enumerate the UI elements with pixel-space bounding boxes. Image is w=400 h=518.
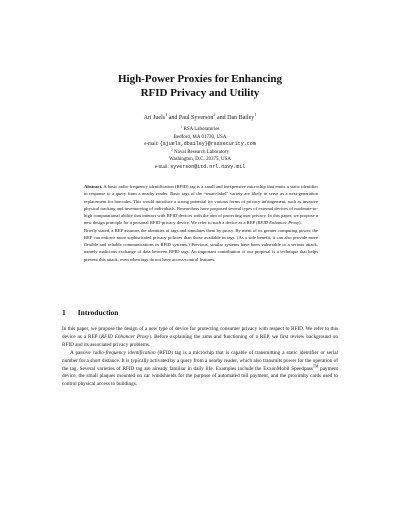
abstract-text: ). — [299, 220, 302, 226]
paragraph-text: In this paper, we propose the design of a new type of device for protecting consumer privacy with respect to RFID. We refer to this device as a REP ( — [62, 326, 338, 340]
paragraph-text: payment device, the small plaques mounted on car windshields for the purpose of automated toll payment, and the proximity cards used to control physical access to buildings. — [62, 365, 338, 388]
affiliations — [0, 126, 400, 171]
author-separator: and — [215, 115, 228, 121]
title-line-1: High-Power Proxies for Enhancing — [117, 73, 283, 85]
institution-name: RSA Laboratories — [183, 127, 220, 132]
author-list — [0, 112, 400, 122]
author-name: Ari Juels — [143, 115, 166, 121]
section-heading — [62, 308, 118, 317]
paragraph — [62, 350, 338, 390]
email-prefix: e-mail: — [144, 142, 160, 147]
affiliation-mark: 1 — [180, 124, 183, 129]
section-number: 1 — [62, 308, 66, 317]
trademark-mark: TM — [312, 363, 319, 368]
abstract-term: RFID Enhancer Proxy — [257, 220, 300, 226]
affiliation-mark: 1 — [254, 112, 257, 117]
paragraph-text: (RFID) tag is a microchip that is capable of transmitting a static identifier or serial number for a short distance. It is typically activated by a query from a nearby reader, which also transmits power for the operation of the tag. Several varieties of RFID tag are already familiar in daily life. Examples include the ExxonMobil Speedpass — [62, 349, 338, 372]
affiliation-email-line — [0, 141, 400, 149]
introduction-body — [62, 326, 338, 389]
author-name: Paul Syverson — [178, 115, 214, 121]
author-separator: and — [167, 115, 179, 121]
affiliation-line — [0, 146, 400, 157]
paragraph-text: A passive — [70, 349, 93, 356]
affiliation-address: Washington, D.C. 20375, USA — [169, 157, 231, 162]
abstract-text: A basic radio-frequency identification (RFID) tag is a small and inexpensive microchip that emits a static identifier in response to a query from a nearby reader. Basic tags of the “smart-label” variety are likely to serve as a next-generation replacement for barcodes. This would introduce a strong potential for various forms of privacy infringement, such as invasive physical tracking and inventorying of individuals. Researchers have proposed several types of external devices of moderate-to-high computational ability that interact with RFID devices with the aim of protecting user privacy. In this paper, we propose a new design principle for a personal RFID-privacy device. We refer to such a device as a REP ( — [84, 184, 318, 226]
email-prefix: e-mail: — [154, 164, 171, 170]
paper-title — [0, 72, 400, 100]
email-address: syverson@itd.nrl.navy.mil — [170, 163, 246, 170]
affiliation-address: Bedford, MA 01730, USA — [173, 134, 227, 140]
abstract — [84, 183, 318, 263]
paragraph — [62, 326, 338, 350]
paragraph-term: RFID Enhancer Proxy — [101, 333, 150, 340]
affiliation-mark: 1 — [165, 112, 168, 117]
author-name: Dan Bailey — [227, 115, 255, 121]
paragraph-term: radio-frequency identification — [92, 349, 156, 356]
affiliation-mark: 2 — [171, 146, 173, 151]
title-line-2: RFID Privacy and Utility — [140, 87, 260, 99]
email-address: {ajuels,dbailey}@rsasecurity.com — [159, 141, 256, 147]
paragraph-text: ). Before explaining the aims and functioning of a REP, we first review background on RFID and its associated privacy problems. — [62, 333, 339, 348]
affiliation-line — [0, 126, 400, 134]
section-title: Introduction — [77, 308, 119, 317]
abstract-text: Briefly stated, a REP assumes the identities of tags and simulates them by proxy. By merit of its greater computing power, the REP can enforce more sophisticated privacy policies than those available in tags. (As a side benefit, it can also provide more flexible and reliable communications in RFID systems.) Previous, similar systems have been vulnerable to a serious attack, namely malicious exchange of data between RFID tags. An important contribution of our proposal is a technique that helps prevent this attack, even when tags do not have access-control features. — [84, 227, 318, 262]
abstract-label: Abstract. — [84, 184, 103, 189]
institution-name: Naval Research Laboratory — [174, 149, 229, 155]
affiliation-email-line — [0, 164, 400, 172]
affiliation-mark: 2 — [213, 112, 216, 117]
